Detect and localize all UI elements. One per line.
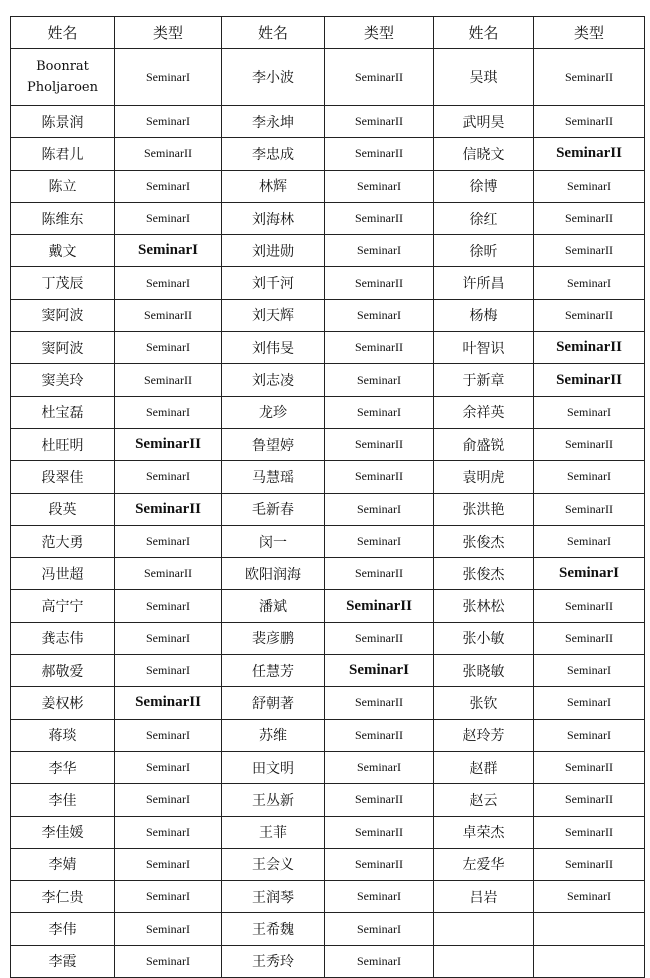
type-cell: SeminarI bbox=[115, 945, 222, 977]
name-cell: 姜权彬 bbox=[11, 687, 115, 719]
name-cell: 陈景润 bbox=[11, 106, 115, 138]
type-cell: SeminarI bbox=[534, 881, 645, 913]
table-row bbox=[11, 622, 645, 654]
type-cell: SeminarII bbox=[325, 428, 434, 460]
type-cell: SeminarII bbox=[534, 202, 645, 234]
type-cell: SeminarI bbox=[534, 558, 645, 590]
name-cell: 陈维东 bbox=[11, 202, 115, 234]
type-cell: SeminarII bbox=[534, 848, 645, 880]
name-cell: 戴文 bbox=[11, 235, 115, 267]
type-cell: SeminarI bbox=[115, 655, 222, 687]
name-cell: 段翠佳 bbox=[11, 461, 115, 493]
name-cell: 裴彦鹏 bbox=[222, 622, 325, 654]
table-row bbox=[11, 751, 645, 783]
type-cell: SeminarI bbox=[325, 299, 434, 331]
name-cell: 赵云 bbox=[434, 784, 534, 816]
name-cell: 张洪艳 bbox=[434, 493, 534, 525]
type-cell: SeminarI bbox=[115, 170, 222, 202]
table-row bbox=[11, 170, 645, 202]
type-cell: SeminarI bbox=[325, 493, 434, 525]
type-cell: SeminarI bbox=[325, 235, 434, 267]
type-cell: SeminarI bbox=[115, 267, 222, 299]
header-name-3: 姓名 bbox=[434, 17, 534, 49]
name-cell: 鲁望婷 bbox=[222, 428, 325, 460]
header-type-2: 类型 bbox=[325, 17, 434, 49]
name-cell: 马慧瑶 bbox=[222, 461, 325, 493]
header-type-1: 类型 bbox=[115, 17, 222, 49]
type-cell: SeminarII bbox=[534, 590, 645, 622]
table-row bbox=[11, 590, 645, 622]
table-row bbox=[11, 428, 645, 460]
name-cell: 赵玲芳 bbox=[434, 719, 534, 751]
type-cell bbox=[534, 913, 645, 945]
name-cell: 任慧芳 bbox=[222, 655, 325, 687]
table-row bbox=[11, 719, 645, 751]
type-cell: SeminarII bbox=[534, 364, 645, 396]
name-cell: 蒋琰 bbox=[11, 719, 115, 751]
name-cell: 窦美玲 bbox=[11, 364, 115, 396]
name-cell: 徐博 bbox=[434, 170, 534, 202]
name-cell: 潘斌 bbox=[222, 590, 325, 622]
student-seminar-table bbox=[10, 16, 645, 978]
type-cell: SeminarII bbox=[325, 784, 434, 816]
table-row bbox=[11, 202, 645, 234]
type-cell: SeminarII bbox=[534, 784, 645, 816]
name-cell: 李佳媛 bbox=[11, 816, 115, 848]
name-cell: 吕岩 bbox=[434, 881, 534, 913]
table-row bbox=[11, 784, 645, 816]
type-cell: SeminarI bbox=[325, 364, 434, 396]
name-cell: 刘伟旻 bbox=[222, 332, 325, 364]
table-row bbox=[11, 106, 645, 138]
name-cell: 龚志伟 bbox=[11, 622, 115, 654]
table-body bbox=[11, 49, 645, 978]
type-cell: SeminarI bbox=[325, 525, 434, 557]
header-type-3: 类型 bbox=[534, 17, 645, 49]
table-row bbox=[11, 396, 645, 428]
table-row bbox=[11, 881, 645, 913]
table-row bbox=[11, 49, 645, 106]
name-cell: 张晓敏 bbox=[434, 655, 534, 687]
table-row bbox=[11, 848, 645, 880]
name-cell: 张钦 bbox=[434, 687, 534, 719]
type-cell: SeminarII bbox=[115, 687, 222, 719]
table-row bbox=[11, 816, 645, 848]
type-cell: SeminarI bbox=[534, 655, 645, 687]
name-cell: 左爱华 bbox=[434, 848, 534, 880]
name-cell: 赵群 bbox=[434, 751, 534, 783]
name-cell: 杜旺明 bbox=[11, 428, 115, 460]
type-cell: SeminarII bbox=[325, 202, 434, 234]
type-cell: SeminarII bbox=[534, 493, 645, 525]
type-cell: SeminarII bbox=[325, 267, 434, 299]
name-cell: 王会义 bbox=[222, 848, 325, 880]
name-cell: 俞盛锐 bbox=[434, 428, 534, 460]
name-cell: 陈君儿 bbox=[11, 138, 115, 170]
type-cell: SeminarII bbox=[325, 622, 434, 654]
table-row bbox=[11, 267, 645, 299]
type-cell: SeminarI bbox=[115, 332, 222, 364]
name-cell: 王菲 bbox=[222, 816, 325, 848]
table-row bbox=[11, 558, 645, 590]
name-cell: 林辉 bbox=[222, 170, 325, 202]
type-cell: SeminarII bbox=[325, 332, 434, 364]
name-cell: 龙珍 bbox=[222, 396, 325, 428]
type-cell: SeminarI bbox=[115, 913, 222, 945]
type-cell: SeminarII bbox=[325, 816, 434, 848]
name-cell: 许所昌 bbox=[434, 267, 534, 299]
type-cell: SeminarI bbox=[115, 590, 222, 622]
name-cell: 李婧 bbox=[11, 848, 115, 880]
type-cell bbox=[534, 945, 645, 977]
table-row bbox=[11, 493, 645, 525]
type-cell: SeminarII bbox=[534, 49, 645, 106]
name-cell: 李霞 bbox=[11, 945, 115, 977]
name-cell: 张林松 bbox=[434, 590, 534, 622]
name-cell: 李仁贵 bbox=[11, 881, 115, 913]
name-cell: 武明昊 bbox=[434, 106, 534, 138]
type-cell: SeminarI bbox=[115, 881, 222, 913]
type-cell: SeminarI bbox=[115, 622, 222, 654]
type-cell: SeminarI bbox=[325, 170, 434, 202]
name-cell: 徐红 bbox=[434, 202, 534, 234]
table-row bbox=[11, 461, 645, 493]
type-cell: SeminarII bbox=[534, 235, 645, 267]
name-cell: 张俊杰 bbox=[434, 525, 534, 557]
name-cell: 王希魏 bbox=[222, 913, 325, 945]
name-cell: 刘天辉 bbox=[222, 299, 325, 331]
name-cell: 张俊杰 bbox=[434, 558, 534, 590]
type-cell: SeminarI bbox=[325, 396, 434, 428]
type-cell: SeminarII bbox=[534, 138, 645, 170]
type-cell: SeminarII bbox=[534, 428, 645, 460]
type-cell: SeminarI bbox=[115, 751, 222, 783]
type-cell: SeminarI bbox=[115, 396, 222, 428]
name-cell: Boonrat Pholjaroen bbox=[11, 49, 115, 106]
name-cell: 郝敬爱 bbox=[11, 655, 115, 687]
name-cell: 欧阳润海 bbox=[222, 558, 325, 590]
name-cell: 段英 bbox=[11, 493, 115, 525]
type-cell: SeminarII bbox=[534, 106, 645, 138]
name-cell: 卓荣杰 bbox=[434, 816, 534, 848]
type-cell: SeminarI bbox=[325, 913, 434, 945]
name-cell: 李永坤 bbox=[222, 106, 325, 138]
name-cell: 吴琪 bbox=[434, 49, 534, 106]
type-cell: SeminarI bbox=[325, 655, 434, 687]
type-cell: SeminarI bbox=[534, 461, 645, 493]
header-name-2: 姓名 bbox=[222, 17, 325, 49]
name-cell: 舒朝著 bbox=[222, 687, 325, 719]
name-cell: 闵一 bbox=[222, 525, 325, 557]
name-cell: 窦阿波 bbox=[11, 299, 115, 331]
type-cell: SeminarII bbox=[534, 751, 645, 783]
table-row bbox=[11, 525, 645, 557]
table-row bbox=[11, 299, 645, 331]
table-row bbox=[11, 138, 645, 170]
type-cell: SeminarI bbox=[115, 235, 222, 267]
type-cell: SeminarI bbox=[325, 751, 434, 783]
name-cell: 王丛新 bbox=[222, 784, 325, 816]
type-cell: SeminarII bbox=[115, 299, 222, 331]
type-cell: SeminarI bbox=[115, 525, 222, 557]
type-cell: SeminarI bbox=[115, 461, 222, 493]
header-name-1: 姓名 bbox=[11, 17, 115, 49]
table-row bbox=[11, 364, 645, 396]
name-cell: 于新章 bbox=[434, 364, 534, 396]
name-cell: 李小波 bbox=[222, 49, 325, 106]
type-cell: SeminarI bbox=[115, 49, 222, 106]
table-row bbox=[11, 235, 645, 267]
type-cell: SeminarII bbox=[325, 461, 434, 493]
name-cell: 田文明 bbox=[222, 751, 325, 783]
name-cell: 王润琴 bbox=[222, 881, 325, 913]
type-cell: SeminarII bbox=[325, 138, 434, 170]
type-cell: SeminarII bbox=[325, 848, 434, 880]
type-cell: SeminarII bbox=[325, 590, 434, 622]
name-cell: 刘千河 bbox=[222, 267, 325, 299]
name-cell: 窦阿波 bbox=[11, 332, 115, 364]
type-cell: SeminarI bbox=[534, 396, 645, 428]
type-cell: SeminarI bbox=[325, 881, 434, 913]
name-cell: 冯世超 bbox=[11, 558, 115, 590]
name-cell: 余祥英 bbox=[434, 396, 534, 428]
type-cell: SeminarII bbox=[115, 493, 222, 525]
type-cell: SeminarII bbox=[115, 558, 222, 590]
name-cell: 李佳 bbox=[11, 784, 115, 816]
type-cell: SeminarI bbox=[534, 687, 645, 719]
table-row bbox=[11, 945, 645, 977]
name-cell: 陈立 bbox=[11, 170, 115, 202]
name-cell: 范大勇 bbox=[11, 525, 115, 557]
type-cell: SeminarII bbox=[115, 364, 222, 396]
name-cell: 刘进勋 bbox=[222, 235, 325, 267]
type-cell: SeminarII bbox=[534, 816, 645, 848]
name-cell: 信晓文 bbox=[434, 138, 534, 170]
name-cell: 刘志凌 bbox=[222, 364, 325, 396]
type-cell: SeminarI bbox=[534, 267, 645, 299]
type-cell: SeminarII bbox=[534, 332, 645, 364]
name-cell: 杨梅 bbox=[434, 299, 534, 331]
type-cell: SeminarI bbox=[325, 945, 434, 977]
name-cell: 张小敏 bbox=[434, 622, 534, 654]
header-row bbox=[11, 17, 645, 49]
type-cell: SeminarI bbox=[115, 784, 222, 816]
type-cell: SeminarI bbox=[115, 719, 222, 751]
type-cell: SeminarI bbox=[115, 848, 222, 880]
name-cell: 刘海林 bbox=[222, 202, 325, 234]
name-cell bbox=[434, 913, 534, 945]
name-cell: 李华 bbox=[11, 751, 115, 783]
name-cell: 袁明虎 bbox=[434, 461, 534, 493]
type-cell: SeminarI bbox=[115, 202, 222, 234]
type-cell: SeminarII bbox=[115, 428, 222, 460]
type-cell: SeminarII bbox=[325, 106, 434, 138]
name-cell: 苏维 bbox=[222, 719, 325, 751]
type-cell: SeminarII bbox=[325, 687, 434, 719]
table-row bbox=[11, 332, 645, 364]
type-cell: SeminarI bbox=[115, 106, 222, 138]
table-row bbox=[11, 687, 645, 719]
type-cell: SeminarII bbox=[325, 558, 434, 590]
name-cell: 叶智识 bbox=[434, 332, 534, 364]
table-row bbox=[11, 655, 645, 687]
name-cell bbox=[434, 945, 534, 977]
name-cell: 丁茂辰 bbox=[11, 267, 115, 299]
type-cell: SeminarII bbox=[325, 49, 434, 106]
type-cell: SeminarII bbox=[325, 719, 434, 751]
name-cell: 王秀玲 bbox=[222, 945, 325, 977]
type-cell: SeminarI bbox=[115, 816, 222, 848]
name-cell: 徐昕 bbox=[434, 235, 534, 267]
name-cell: 杜宝磊 bbox=[11, 396, 115, 428]
type-cell: SeminarII bbox=[534, 622, 645, 654]
type-cell: SeminarII bbox=[115, 138, 222, 170]
table-row bbox=[11, 913, 645, 945]
type-cell: SeminarI bbox=[534, 719, 645, 751]
type-cell: SeminarI bbox=[534, 525, 645, 557]
name-cell: 李忠成 bbox=[222, 138, 325, 170]
name-cell: 李伟 bbox=[11, 913, 115, 945]
name-cell: 高宁宁 bbox=[11, 590, 115, 622]
type-cell: SeminarI bbox=[534, 170, 645, 202]
type-cell: SeminarII bbox=[534, 299, 645, 331]
name-cell: 毛新春 bbox=[222, 493, 325, 525]
